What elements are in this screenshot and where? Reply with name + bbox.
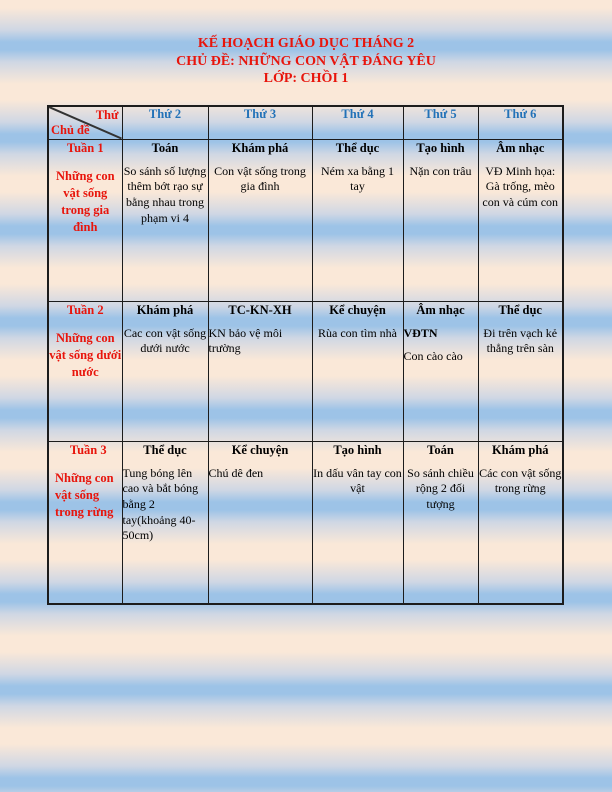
lesson-text: Con vật sống trong gia đình <box>214 163 306 194</box>
lesson-text: Rùa con tìm nhà <box>318 325 397 340</box>
subject-title: Toán <box>151 140 179 155</box>
corner-label-thu: Thứ <box>95 108 119 122</box>
title-line-2: CHỦ ĐỀ: NHỮNG CON VẬT ĐÁNG YÊU <box>176 53 436 69</box>
week-1-header-cell <box>48 139 122 301</box>
lesson-text: Con cào cào <box>403 349 463 364</box>
week-1-theme: Những con vật sống trong gia đình <box>55 169 115 234</box>
week-2-row <box>48 301 563 441</box>
week-2-label: Tuần 2 <box>66 302 104 317</box>
lesson-text: In dấu vân tay con vật <box>313 465 402 496</box>
schedule-cell <box>122 139 208 301</box>
day-header-thu6: Thứ 6 <box>478 106 563 139</box>
subject-title: Thể dục <box>498 302 542 317</box>
subject-title: Tạo hình <box>333 442 382 457</box>
week-3-theme: Những con vật sống trong rừng <box>55 471 114 520</box>
subject-title: Kể chuyện <box>329 302 386 317</box>
schedule-cell <box>403 301 478 441</box>
subject-title: Thể dục <box>143 442 187 457</box>
day-header-thu4: Thứ 4 <box>312 106 403 139</box>
week-1-label: Tuần 1 <box>66 140 104 155</box>
subject-title: Âm nhạc <box>416 302 465 317</box>
schedule-cell <box>208 441 312 604</box>
schedule-table <box>47 105 564 605</box>
day-header-thu2: Thứ 2 <box>122 106 208 139</box>
lesson-text: Tung bóng lên cao và bắt bóng bằng 2 tay(khoảng 40-50cm) <box>122 465 199 543</box>
table-header-row <box>48 106 563 139</box>
week-2-header-cell <box>48 301 122 441</box>
lesson-text: So sánh chiều rộng 2 đối tượng <box>407 465 474 511</box>
subject-title: Thể dục <box>335 140 380 155</box>
week-3-row <box>48 441 563 604</box>
subject-title: TC-KN-XH <box>228 302 292 317</box>
lesson-text: VĐ Minh họa: Gà trống, mèo con và cúm con <box>482 163 559 209</box>
subject-title: Âm nhạc <box>496 140 545 155</box>
subject-title: Khám phá <box>491 442 549 457</box>
schedule-cell <box>122 441 208 604</box>
week-3-header-cell <box>48 441 122 604</box>
schedule-cell <box>208 139 312 301</box>
day-header-thu5: Thứ 5 <box>403 106 478 139</box>
schedule-cell <box>403 441 478 604</box>
schedule-cell <box>208 301 312 441</box>
subject-title: Kể chuyện <box>231 442 289 457</box>
week-2-theme: Những con vật sống dưới nước <box>49 331 122 380</box>
schedule-cell <box>478 301 563 441</box>
title-line-3: LỚP: CHỒI 1 <box>263 71 349 86</box>
schedule-cell <box>478 441 563 604</box>
schedule-cell <box>312 301 403 441</box>
schedule-cell <box>403 139 478 301</box>
lesson-text: Nặn con trâu <box>409 163 472 178</box>
subject-title: Tạo hình <box>416 140 465 155</box>
subject-title: Khám phá <box>231 140 289 155</box>
week-1-row <box>48 139 563 301</box>
schedule-cell <box>312 139 403 301</box>
schedule-cell <box>478 139 563 301</box>
schedule-cell <box>312 441 403 604</box>
corner-cell <box>48 106 122 139</box>
subject-title: Khám phá <box>136 302 194 317</box>
lesson-text: Ném xa bằng 1 tay <box>321 163 394 194</box>
lesson-text: Đi trên vạch kẻ thẳng trên sàn <box>483 325 558 356</box>
subject-title: Toán <box>427 442 454 457</box>
day-header-thu3: Thứ 3 <box>208 106 312 139</box>
lesson-text: Các con vật sống trong rừng <box>479 465 562 496</box>
lesson-subtitle: VĐTN <box>403 325 438 340</box>
week-3-label: Tuần 3 <box>69 442 107 457</box>
document-title <box>0 35 612 88</box>
title-line-1: KẾ HOẠCH GIÁO DỤC THÁNG 2 <box>197 36 415 51</box>
schedule-cell <box>122 301 208 441</box>
lesson-text: Chú dê đen <box>208 465 264 480</box>
lesson-text: So sánh số lượng thêm bớt rạo sự bằng nhau trong phạm vi 4 <box>123 163 207 225</box>
lesson-text: Cac con vật sống dưới nước <box>123 325 207 356</box>
corner-label-chude: Chủ đề <box>51 122 90 137</box>
lesson-text: KN bảo vệ môi trường <box>208 325 283 356</box>
